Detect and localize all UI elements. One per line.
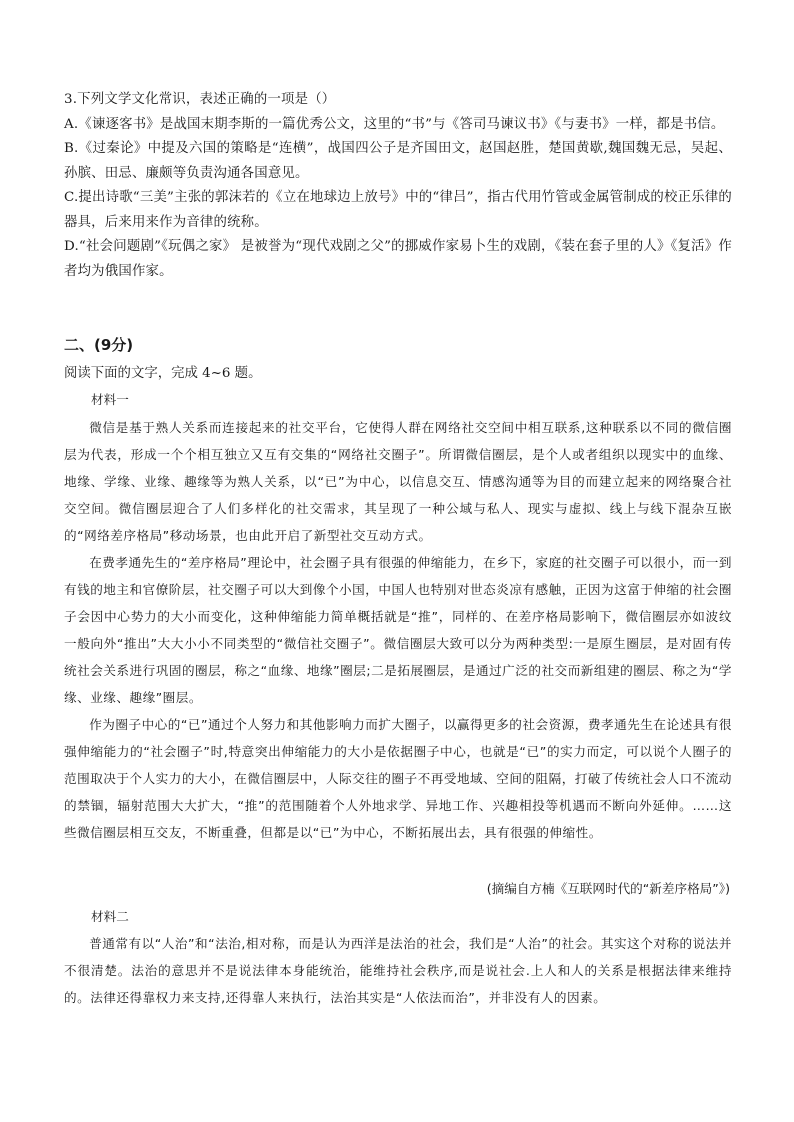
section-2-heading: 二、(9分) bbox=[64, 336, 134, 354]
material-2-title: 材料二 bbox=[91, 909, 129, 924]
section-2-instruction: 阅读下面的文字，完成 4~6 题。 bbox=[64, 366, 262, 381]
question-3-option-c: C.提出诗歌“三美”主张的郭沫若的《立在地球边上放号》中的“律吕”，指古代用竹管或金属管制成的校正乐律的器具，后来用来作为音律的统称。 bbox=[64, 190, 732, 230]
material-1-paragraph-3: 作为圈子中心的“已”通过个人努力和其他影响力而扩大圈子，以赢得更多的社会资源，费孝通先生在论述具有很强伸缩能力的“社会圈子”时,特意突出伸缩能力的大小是依据圈子中心，也就是“已”的实力而定，可以说个人圈子的范围取决于个人实力的大小，在微信圈层中，人际交往的圈子不再受地域、空间的阻隔，打破了传统社会人口不流动的禁锢，辐射范围大大扩大，“推”的范围随着个人外地求学、异地工作、兴趣相投等机遇而不断向外延伸。……这些微信圈层相互交友，不断重叠，但都是以“已”为中心，不断拓展出去，具有很强的伸缩性。 bbox=[64, 717, 732, 840]
question-3-option-a: A.《谏逐客书》是战国末期李斯的一篇优秀公文，这里的“书”与《答司马谏议书》《与妻书》一样，都是书信。 bbox=[64, 116, 725, 132]
material-1-source: (摘编自方楠《互联网时代的“新差序格局”》) bbox=[486, 881, 730, 896]
question-3-stem: 3.下列文学文化常识，表述正确的一项是（） bbox=[64, 92, 336, 107]
material-1-paragraph-1: 微信是基于熟人关系而连接起来的社交平台，它使得人群在网络社交空间中相互联系,这种联系以不同的微信圈层为代表，形成一个个相互独立又互有交集的“网络社交圈子”。所谓微信圈层，是个人或者组织以现实中的血缘、地缘、学缘、业缘、趣缘等为熟人关系，以“已”为中心，以信息交互、情感沟通等为目的而建立起来的网络聚合社交空间。微信圈层迎合了人们多样化的社交需求，其呈现了一种公域与私人、现实与虚拟、线上与线下混杂互嵌的“网络差序格局”移动场景，也由此开启了新型社交互动方式。 bbox=[64, 420, 732, 543]
material-2-paragraph-1: 普通常有以“人治”和“法治,相对称，而是认为西洋是法治的社会，我们是“人治”的社会。其实这个对称的说法并不很清楚。法治的意思并不是说法律本身能统治，能维持社会秩序,而是说社会.上人和人的关系是根据法律来维持的。法律还得靠权力来支持,还得靠人来执行，法治其实是“人依法而治”，并非没有人的因素。 bbox=[64, 936, 732, 1005]
question-3-option-d: D.“社会问题剧”《玩偶之家》 是被誉为“现代戏剧之父”的挪威作家易卜生的戏剧，《装在套子里的人》《复活》作者均为俄国作家。 bbox=[64, 239, 732, 279]
material-1-body bbox=[64, 414, 732, 846]
question-3-option-b: B.《过秦论》中提及六国的策略是“连横”，战国四公子是齐国田文，赵国赵胜，楚国黄歇,魏国魏无忌，吴起、孙膑、田忌、廉颇等负责沟通各国意见。 bbox=[64, 141, 732, 181]
question-3 bbox=[64, 88, 732, 284]
material-2-body bbox=[64, 930, 732, 1011]
material-1-paragraph-2: 在费孝通先生的“差序格局”理论中，社会圈子具有很强的伸缩能力，在乡下，家庭的社交圈子可以很小，而一到有钱的地主和官僚阶层，社交圈子可以大到像个小国，中国人也特别对世态炎凉有感触，正因为这富于伸缩的社会圈子会因中心势力的大小而变化，这种伸缩能力简单概括就是“推”，同样的、在差序格局影响下，微信圈层亦如波纹一般向外“推出”大大小小不同类型的“微信社交圈子”。微信圈层大致可以分为两种类型:一是原生圈层，是对固有传统社会关系进行巩固的圈层，称之“血缘、地缘”圈层;二是拓展圈层，是通过广泛的社交而新组建的圈层、称之为“学缘、业缘、趣缘”圈层。 bbox=[64, 555, 732, 705]
material-1-title: 材料一 bbox=[91, 392, 129, 407]
